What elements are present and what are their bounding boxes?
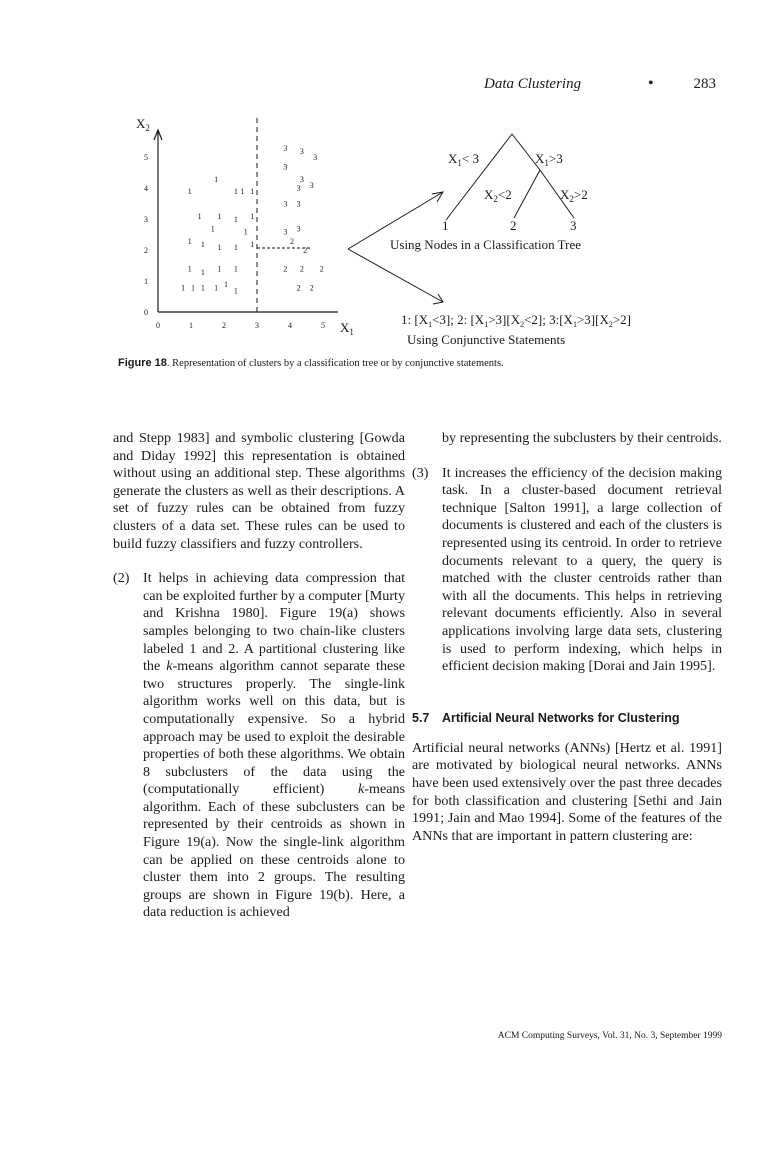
scatter-point-cluster-1: 1 [233,187,238,197]
right-column [412,430,722,845]
scatter-point-cluster-1: 1 [250,187,255,197]
x-tick-label: 2 [222,321,226,330]
list-item-3 [412,465,722,676]
tree-root-left-label: $X_1< 3$ [448,151,479,168]
scatter-point-cluster-3: 3 [283,227,288,237]
scatter-point-cluster-1: 1 [197,212,202,221]
y-tick-labels [144,153,148,317]
scatter-point-cluster-1: 1 [187,264,192,274]
scatter-point-cluster-1: 1 [217,212,222,221]
x-tick-label: 3 [255,321,259,330]
tree-leaf-1: 1 [442,218,449,233]
figure-18-drawing [100,110,740,370]
scatter-point-cluster-1: 1 [214,174,219,184]
section-number: 5.7 [412,710,430,725]
scatter-point-cluster-2: 2 [303,246,308,256]
y-tick-label: 5 [144,153,148,162]
figure-caption-text: . Representation of clusters by a classification tree or by conjunctive statements. [166,358,504,369]
scatter-point-cluster-1: 1 [233,243,238,252]
scatter-point-cluster-3: 3 [299,146,304,156]
scatter-point-cluster-1: 1 [243,227,248,237]
y-tick-label: 1 [144,277,148,286]
y-tick-label: 3 [144,215,148,224]
tree-child-right-label: $X_2>2$ [560,187,588,204]
list-item-2 [113,570,405,922]
scatter-point-cluster-1: 1 [200,239,205,249]
scatter-point-cluster-1: 1 [214,283,219,293]
page-footer: ACM Computing Surveys, Vol. 31, No. 3, September 1999 [497,1031,722,1041]
scatter-point-cluster-1: 1 [250,239,255,249]
x-tick-label: 5 [321,321,325,330]
scatter-point-cluster-3: 3 [296,199,301,209]
scatter-point-cluster-1: 1 [181,283,186,293]
scatter-point-cluster-1: 1 [233,264,238,274]
arrow-to-statement [348,249,443,302]
x-tick-labels [156,321,325,330]
list-item-2-text: It helps in achieving data compression that can be exploited further by a computer [Murty and Krishna 1980]. Figure 19(a) shows samples belonging to two chain-like clusters labeled 1 and 2. A partitional clustering like the k-means algorithm cannot separate these two structures properly. The single-link algorithm works well on this data, but is computationally expensive. So a hybrid approach may be used to exploit the desirable properties of both these algorithms. We obtain 8 subclusters of the data using the (computationally efficient) k-means algorithm. Each of these subclusters can be represented by their centroids as shown in Figure 19(a). Now the single-link algorithm can be applied on these centroids alone to cluster them into 2 groups. The resulting groups are shown in Figure 19(b). Here, a data reduction is achieved [143,570,406,921]
scatter-point-cluster-3: 3 [296,224,301,234]
scatter-point-cluster-1: 1 [187,187,192,197]
tree-branch-x2-left [514,170,540,218]
figure-18 [100,110,740,370]
list-item-3-number: (3) [412,464,429,481]
scatter-point-cluster-3: 3 [309,181,314,190]
tree-branch-left [446,134,512,220]
scatter-point-cluster-3: 3 [283,199,288,209]
scatter-point-cluster-1: 1 [233,286,238,296]
tree-root-right-label: $X_1>3$ [535,151,563,168]
figure-caption [118,357,738,369]
scatter-point-cluster-2: 2 [283,264,288,274]
scatter-point-cluster-1: 1 [240,187,245,197]
tree-leaf-3: 3 [570,218,577,233]
x-axis-label: $X_1$ [340,320,354,337]
scatter-point-cluster-3: 3 [283,162,288,172]
conjunctive-statement: 1: $[X_1<3]$; 2: $[X_1>3][X_2<2]$; $3:[X_1>3][X_2>2]$ [401,312,632,329]
page-number: 283 [693,76,716,92]
list-item-3-text: It increases the efficiency of the decision making task. In a cluster-based document retrieval technique [Salton 1991], a large collection of documents is clustered and each of the clusters is represented using its centroid. In order to retrieve documents relevant to a query, the query is matched with the cluster centroids rather than with all the documents. This helps in retrieving relevant documents efficiently. Also in several applications involving large data sets, clustering is used to perform indexing, which helps in efficient decision making [Dorai and Jain 1995]. [442,464,722,675]
scatter-point-cluster-2: 2 [319,264,324,274]
left-paragraph-1: and Stepp 1983] and symbolic clustering [Gowda and Diday 1992] this representation is obtained without using an additional step. These algorithms generate the clusters as well as their descriptions. A set of fuzzy rules can be obtained from fuzzy clusters of a data set. These rules can be used to build fuzzy classifiers and fuzzy controllers. [113,430,405,552]
scatter-point-cluster-1: 1 [210,224,215,234]
left-column [113,430,405,922]
x-tick-label: 0 [156,321,160,330]
scatter-point-cluster-1: 1 [191,283,195,293]
y-tick-label: 2 [144,246,148,255]
scatter-point-cluster-1: 1 [200,283,205,293]
right-paragraph-1: by representing the subclusters by their centroids. [442,430,722,446]
scatter-point-cluster-3: 3 [299,174,304,184]
section-title: Artificial Neural Networks for Clustering [442,710,680,725]
running-header [484,76,716,98]
tree-leaf-2: 2 [510,218,517,233]
y-tick-label: 0 [144,308,148,317]
scatter-point-cluster-1: 1 [250,212,255,221]
list-item-2-number: (2) [113,570,130,587]
right-paragraph-2: Artificial neural networks (ANNs) [Hertz et al. 1991] are motivated by biological neural networks. ANNs have been used extensively over the past three decades for both classification and clustering [Sethi and Jain 1991; Jain and Mao 1994]. Some of the features of the ANNs that are important in pattern clustering are: [412,739,722,844]
x-tick-label: 4 [288,321,292,330]
figure-caption-label: Figure 18 [118,357,167,369]
conjunctive-caption: Using Conjunctive Statements [407,332,566,347]
scatter-points [181,144,324,296]
scatter-point-cluster-2: 2 [290,236,294,246]
scatter-point-cluster-2: 2 [299,264,304,274]
x-tick-label: 1 [189,321,193,330]
y-tick-label: 4 [144,184,148,193]
header-bullet: • [648,75,654,92]
section-heading [412,710,722,726]
scatter-point-cluster-1: 1 [233,215,238,225]
journal-title: Data Clustering [484,76,582,92]
scatter-point-cluster-2: 2 [309,283,314,293]
scatter-point-cluster-1: 1 [217,243,222,252]
scatter-point-cluster-1: 1 [200,267,205,277]
scatter-point-cluster-3: 3 [296,184,301,194]
scatter-point-cluster-3: 3 [313,153,318,163]
scatter-point-cluster-2: 2 [296,283,301,293]
tree-child-left-label: $X_2<2$ [484,187,512,204]
scatter-point-cluster-3: 3 [283,143,288,153]
scatter-point-cluster-1: 1 [217,264,222,274]
scatter-point-cluster-1: 1 [187,236,192,246]
y-axis-label: $X_2$ [136,116,150,133]
tree-caption: Using Nodes in a Classification Tree [390,237,582,252]
scatter-point-cluster-1: 1 [224,280,228,290]
